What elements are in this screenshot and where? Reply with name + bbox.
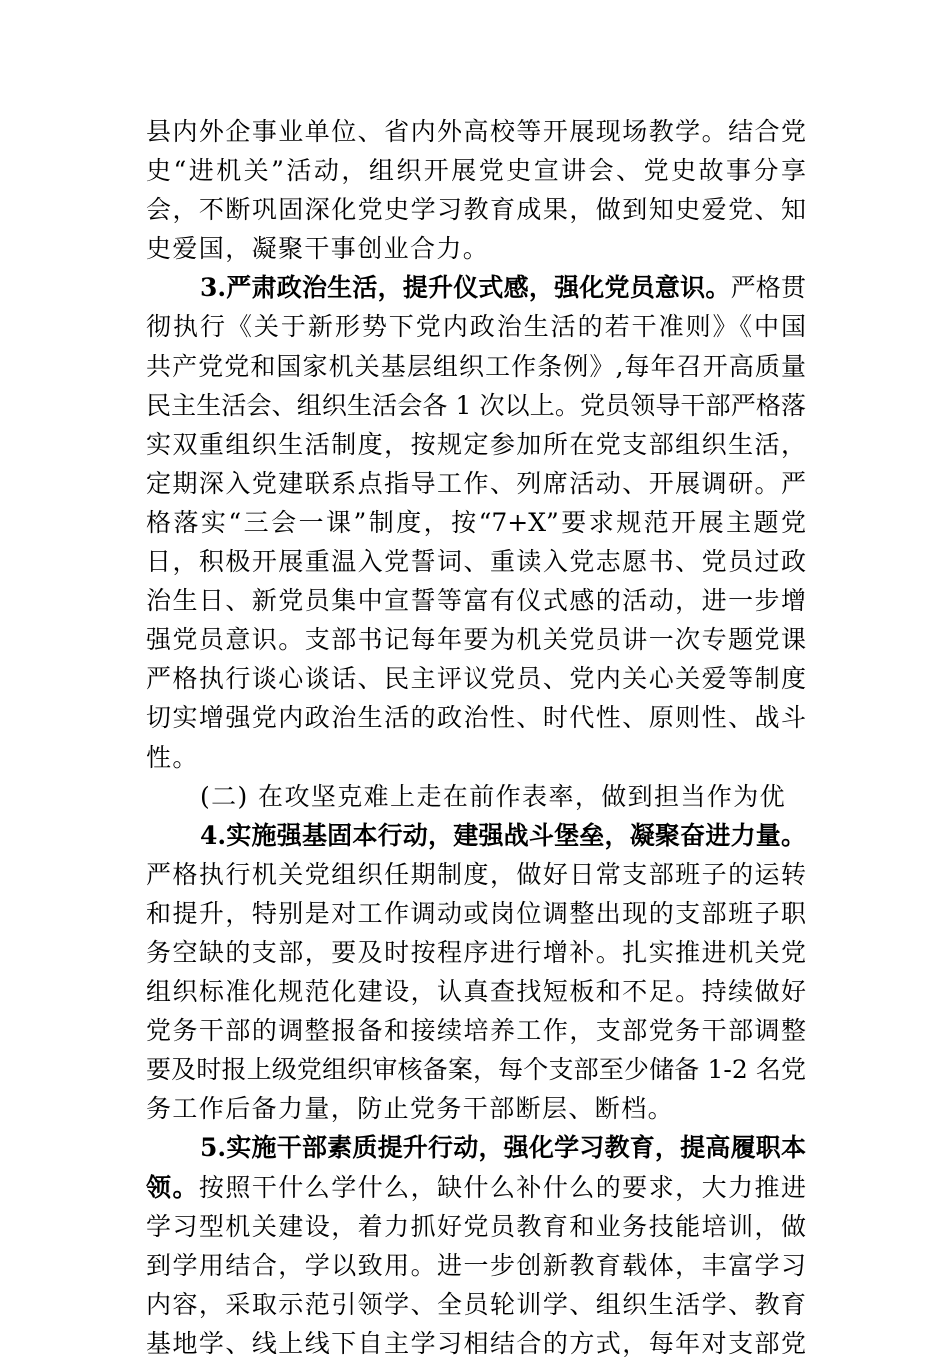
body-text: 按照干什么学什么，缺什么补什么的要求，大力推进 [198,1172,806,1202]
body-text: 务工作后备力量，防止党务干部断层、断档。 [146,1094,675,1124]
text-line [146,933,806,972]
body-text: 和提升，特别是对工作调动或岗位调整出现的支部班子职 [146,898,806,928]
body-text: 共产党党和国家机关基层组织工作条例》,每年召开高质量 [146,351,806,381]
body-text: 组织标准化规范化建设，认真查找短板和不足。持续做好 [146,977,806,1007]
body-text: 切实增强党内政治生活的政治性、时代性、原则性、战斗 [146,703,806,733]
text-line [146,542,806,581]
body-text: 格落实“三会一课”制度，按“7+X”要求规范开展主题党 [146,507,806,537]
bold-heading: 4.实施强基固本行动，建强战斗堡垒，凝聚奋进力量。 [200,820,806,850]
bold-heading: 领。 [146,1172,199,1202]
text-line [146,972,806,1011]
text-line [146,816,806,855]
body-text: 治生日、新党员集中宣誓等富有仪式感的活动，进一步增 [146,586,806,616]
body-text: 强党员意识。支部书记每年要为机关党员讲一次专题党课 [146,625,806,655]
text-line [146,777,806,816]
body-text: 定期深入党建联系点指导工作、列席活动、开展调研。严 [146,468,806,498]
body-text: 内容，采取示范引领学、全员轮训学、组织生活学、教育 [146,1289,806,1319]
body-text: 严格执行机关党组织任期制度，做好日常支部班子的运转 [146,859,806,889]
text-line [146,1089,806,1128]
text-line [146,464,806,503]
body-text: 要及时报上级党组织审核备案，每个支部至少储备 1-2 名党 [146,1055,806,1085]
text-line [146,1246,806,1285]
text-line [146,1011,806,1050]
text-line [146,268,806,307]
text-line [146,229,806,268]
text-line [146,1285,806,1324]
document-page [146,112,806,1363]
body-text: (二) 在攻坚克难上走在前作表率，做到担当作为优 [200,781,787,811]
body-text: 史“进机关”活动，组织开展党史宣讲会、党史故事分享 [146,156,806,186]
text-line [146,386,806,425]
body-text: 务空缺的支部，要及时按程序进行增补。扎实推进机关党 [146,937,806,967]
text-line [146,855,806,894]
text-line [146,659,806,698]
text-line [146,1168,806,1207]
text-line [146,620,806,659]
body-text: 县内外企事业单位、省内外高校等开展现场教学。结合党 [146,117,806,146]
text-line [146,190,806,229]
text-line [146,1050,806,1089]
text-line [146,503,806,542]
body-text: 史爱国，凝聚干事创业合力。 [146,234,490,264]
text-line [146,1324,806,1363]
text-line [146,698,806,737]
body-text: 基地学、线上线下自主学习相结合的方式，每年对支部党 [146,1328,806,1358]
text-line [146,581,806,620]
text-line [146,425,806,464]
body-text: 学习型机关建设，着力抓好党员教育和业务技能培训，做 [146,1211,806,1241]
body-text: 民主生活会、组织生活会各 1 次以上。党员领导干部严格落 [146,390,806,420]
text-line [146,151,806,190]
bold-heading: 5.实施干部素质提升行动，强化学习教育，提高履职本 [200,1133,806,1163]
text-line [146,1128,806,1167]
text-line [146,112,806,151]
text-line [146,347,806,386]
text-line [146,307,806,346]
body-text: 会，不断巩固深化党史学习教育成果，做到知史爱党、知 [146,195,806,225]
bold-heading: 3.严肃政治生活，提升仪式感，强化党员意识。 [200,273,731,303]
body-text: 实双重组织生活制度，按规定参加所在党支部组织生活， [146,429,806,459]
text-line [146,1207,806,1246]
body-text: 日，积极开展重温入党誓词、重读入党志愿书、党员过政 [146,547,806,577]
body-text: 党务干部的调整报备和接续培养工作，支部党务干部调整 [146,1016,806,1046]
text-line [146,738,806,777]
body-text: 彻执行《关于新形势下党内政治生活的若干准则》《中国 [146,312,806,342]
text-line [146,894,806,933]
body-text: 严格执行谈心谈话、民主评议党员、党内关心关爱等制度 [146,664,806,694]
body-text: 性。 [146,742,199,772]
body-text: 严格贯 [730,273,806,303]
body-text: 到学用结合，学以致用。进一步创新教育载体，丰富学习 [146,1250,806,1280]
